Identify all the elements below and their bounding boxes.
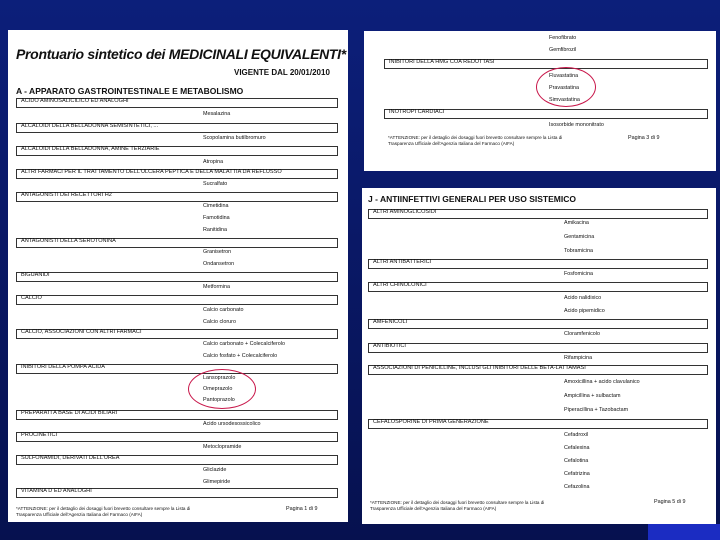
group-row: PROCINETICI <box>16 432 338 442</box>
group-row: ALTRI FARMACI PER IL TRATTAMENTO DELL'ULCERA PEPTICA E DELLA MALATTIA DA REFLUSSO <box>16 169 338 179</box>
page-title: Prontuario sintetico dei MEDICINALI EQUIVALENTI* <box>16 46 346 62</box>
drug-name: Rifampicina <box>564 355 593 361</box>
drug-name: Acido ursodesossicolico <box>203 421 261 427</box>
drug-name: Calcio carbonato <box>203 307 244 313</box>
group-row: ACIDO AMINOSALICILICO ED ANALOGHI <box>16 98 338 108</box>
group-row: ALTRI ANTIBATTERICI <box>368 259 708 269</box>
drug-name: Metformina <box>203 284 230 290</box>
drug-name: Simvastatina <box>549 97 580 103</box>
group-row: ANTAGONISTI DELLA SEROTONINA <box>16 238 338 248</box>
corner-accent-bar <box>648 524 720 540</box>
group-row: INIBITORI DELLA POMPA ACIDA <box>16 364 338 374</box>
drug-name: Cefazolina <box>564 484 590 490</box>
group-row: VITAMINA D ED ANALOGHI <box>16 488 338 498</box>
drug-name: Acido pipemidico <box>564 308 605 314</box>
group-row: ALTRI AMINOGLICOSIDI <box>368 209 708 219</box>
drug-name: Calcio cloruro <box>203 319 236 325</box>
disclaimer-note-line: *ATTENZIONE: per il dettaglio dei dosaggi fuori brevetto consultare sempre la Lista di <box>370 500 545 505</box>
drug-name: Cefadroxil <box>564 432 589 438</box>
disclaimer-note-line: Trasparenza Ufficiale dell'Agenzia Italiana del Farmaco (AIFA) <box>370 506 497 511</box>
group-row: ALTRI CHINOLONICI <box>368 282 708 292</box>
group-row: CEFALOSPORINE DI PRIMA GENERAZIONE <box>368 419 708 429</box>
drug-name: Cimetidina <box>203 203 229 209</box>
group-row: SULFONAMIDI, DERIVATI DELL'UREA <box>16 455 338 465</box>
drug-name: Gentamicina <box>564 234 595 240</box>
group-row: AMFENICOLI <box>368 319 708 329</box>
group-row: ALCALOIDI DELLA BELLADONNA, AMINE TERZIARIE <box>16 146 338 156</box>
document-page-5 <box>362 188 716 524</box>
group-row: ALCALOIDI DELLA BELLADONNA SEMISINTETICI, ... <box>16 123 338 133</box>
drug-name: Ondansetron <box>203 261 235 267</box>
drug-name: Cefalexina <box>564 445 590 451</box>
drug-name: Lansoprazolo <box>203 375 236 381</box>
group-row: ASSOCIAZIONI DI PENICILLINE, INCLUSI GLI INIBITORI DELLE BETA-LATTAMASI <box>368 365 708 375</box>
drug-name: Cefalotina <box>564 458 589 464</box>
page-number: Pagina 1 di 9 <box>286 506 318 512</box>
drug-name: Calcio fosfato + Colecalciferolo <box>203 353 278 359</box>
drug-name: Calcio carbonato + Colecalciferolo <box>203 341 285 347</box>
drug-name: Metoclopramide <box>203 444 242 450</box>
document-page-3 <box>364 31 716 171</box>
drug-name: Famotidina <box>203 215 230 221</box>
drug-name: Amikacina <box>564 220 589 226</box>
drug-name: Gliclazide <box>203 467 227 473</box>
drug-name: Tobramicina <box>564 248 594 254</box>
drug-name: Ampicillina + sulbactam <box>564 393 621 399</box>
disclaimer-note-line: Trasparenza Ufficiale dell'Agenzia Italiana del Farmaco (AIFA) <box>388 141 515 146</box>
drug-name: Ranitidina <box>203 227 227 233</box>
drug-name: Fenofibrato <box>549 35 577 41</box>
group-row: BIGUANIDI <box>16 272 338 282</box>
drug-name: Cloramfenicolo <box>564 331 600 337</box>
drug-name: Pantoprazolo <box>203 397 235 403</box>
section-heading: A - APPARATO GASTROINTESTINALE E METABOLISMO <box>16 86 244 96</box>
document-page-1 <box>8 30 348 522</box>
drug-name: Glimepiride <box>203 479 231 485</box>
drug-name: Pravastatina <box>549 85 579 91</box>
drug-name: Cefatrizina <box>564 471 590 477</box>
drug-name: Piperacillina + Tazobactam <box>564 407 629 413</box>
drug-name: Fosfomicina <box>564 271 594 277</box>
drug-name: Fluvastatina <box>549 73 579 79</box>
drug-name: Granisetron <box>203 249 232 255</box>
drug-name: Gemfibrozil <box>549 47 577 53</box>
highlight-circle <box>188 369 256 409</box>
disclaimer-note-line: *ATTENZIONE: per il dettaglio dei dosaggi fuori brevetto consultare sempre la Lista di <box>388 135 563 140</box>
validity-date: VIGENTE DAL 20/01/2010 <box>234 68 330 77</box>
page-number: Pagina 5 di 9 <box>654 499 686 505</box>
drug-name: Isosorbide mononitrato <box>549 122 604 128</box>
drug-name: Sucralfato <box>203 181 228 187</box>
drug-name: Omeprazolo <box>203 386 233 392</box>
drug-name: Acido nalidixico <box>564 295 602 301</box>
group-row: ANTIBIOTICI <box>368 343 708 353</box>
group-row: CALCIO, ASSOCIAZIONI CON ALTRI FARMACI <box>16 329 338 339</box>
drug-name: Scopolamina butilbromuro <box>203 135 266 141</box>
group-row: INOTROPI CARDIACI <box>384 109 708 119</box>
group-row: ANTAGONISTI DEI RECETTORI H2 <box>16 192 338 202</box>
drug-name: Mesalazina <box>203 111 231 117</box>
drug-name: Atropina <box>203 159 224 165</box>
page-number: Pagina 3 di 9 <box>628 135 660 141</box>
highlight-circle <box>536 67 596 107</box>
section-heading: J - ANTIINFETTIVI GENERALI PER USO SISTEMICO <box>368 194 576 204</box>
disclaimer-note-line: Trasparenza Ufficiale dell'Agenzia Italiana del Farmaco (AIFA) <box>16 512 143 517</box>
disclaimer-note-line: *ATTENZIONE: per il dettaglio dei dosaggi fuori brevetto consultare sempre la Lista di <box>16 506 191 511</box>
drug-name: Amoxicillina + acido clavulanico <box>564 379 640 385</box>
group-row: CALCIO <box>16 295 338 305</box>
group-row: INIBITORI DELLA HMG COA REDUTTASI <box>384 59 708 69</box>
group-row: PREPARATI A BASE DI ACIDI BILIARI <box>16 410 338 420</box>
